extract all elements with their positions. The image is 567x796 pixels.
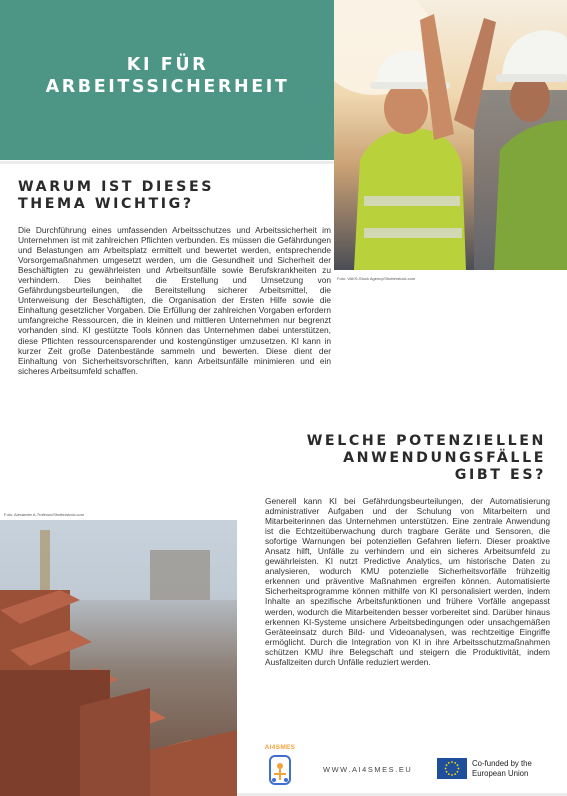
website-link[interactable]: WWW.AI4SMES.EU	[323, 765, 413, 774]
photo-bricks	[0, 520, 237, 796]
page-title: KI FÜR ARBEITSSICHERHEIT	[45, 55, 290, 97]
section-heading-use-cases: WELCHE POTENZIELLEN ANWENDUNGSFÄLLE GIBT ES?	[306, 433, 546, 483]
eu-flag-icon	[437, 758, 467, 779]
workers-illustration	[334, 0, 567, 270]
bricks-illustration	[0, 520, 237, 796]
photo-credit-top: Foto: VAKS-Stock Agency/Shutterstock.com	[337, 276, 416, 281]
photo-workers-high-five	[334, 0, 567, 270]
divider	[0, 161, 335, 164]
eu-stars-icon	[437, 758, 467, 779]
section-body-why-important: Die Durchführung eines umfassenden Arbeitsschutzes und Arbeitssicherheit im Unternehmen ist mit zahlreichen Pflichten verbunden. Es müssen die Gefährdungen und Belastungen am Arbeitsplatz ermittelt und bewertet werden, entsprechende Vorsorgemaßnahmen umgesetzt werden, um die Gesundheit und Sicherheit der Beschäftigten zu gewährleisten und Arbeitsunfälle sowie Berufskrankheiten zu verhindern. Dies beinhaltet die Erstellung und Umsetzung von Gefährdungsbeurteilungen, die Bereitstellung sicherer Arbeitsmittel, die Unterweisung der Beschäftigten, die Organisation der Ersten Hilfe sowie die Einhaltung gesetzlicher Vorgaben. Die Erfüllung der zahlreichen Vorgaben erfordern umfangreiche Ressourcen, die in kleinen und mittleren Unternehmen nur begrenzt vorhanden sind. KI gestützte Tools können das Unternehmen dabei unterstützen, diese Pflichten ressourcensparender und kostengünstiger umzusetzen. KI kann in kurzer Zeit große Datenbestände sammeln und bewerten. Diese dient der Einhaltung von Sicherheitsvorschriften, kann Arbeitsunfälle minimieren und ein sicheres Arbeitsumfeld schaffen.	[18, 225, 331, 376]
photo-credit-bottom: Foto: Alexander A.Trofimov/Shutterstock.com	[4, 512, 85, 517]
section-heading-why-important: WARUM IST DIESES THEMA WICHTIG?	[18, 179, 215, 212]
ai4smes-logo	[256, 744, 304, 788]
logo-text: AI4SMES	[264, 744, 296, 751]
section-body-use-cases: Generell kann KI bei Gefährdungsbeurteilungen, der Automatisierung administrativer Aufgaben und der Schulung von Mitarbeitern und Mitarbeiterinnen das Unternehmen unterstützen. Eine zentrale Anwendung ist die Echtzeitüberwachung durch tragbare Geräte und Sensoren, die sofortige Warnungen bei potenziellen Gefahren liefern. Dieser proaktive Ansatz hilft, Unfälle zu verhindern und ein sicheres Arbeitsumfeld zu gewährleisten. KI nutzt Predictive Analytics, um historische Daten zu analysieren, wodurch KMU potenzielle Sicherheitsvorfälle frühzeitig erkennen und präventive Maßnahmen ergreifen können. Automatisierte Sicherheitsprogramme können mithilfe von KI personalisiert werden, indem Inhalte an spezifische Arbeitsfunktionen und frühere Vorfälle angepasst werden, wodurch die Mitarbeitenden besser vorbereitet sind. Darüber hinaus erkennen KI-Systeme unsichere Arbeitsbedingungen oder unsachgemäßen Geräteeinsatz durch Bild- und Videoanalysen, was rechtzeitige Eingriffe ermöglicht. Durch die Integration von KI in ihre Arbeitsschutzmaßnahmen schützen KMU ihre Belegschaft und steigern die Produktivität, indem Ausfallzeiten durch Unfälle reduziert werden.	[265, 496, 550, 667]
eu-funding-label: Co-funded by the European Union	[472, 759, 532, 778]
